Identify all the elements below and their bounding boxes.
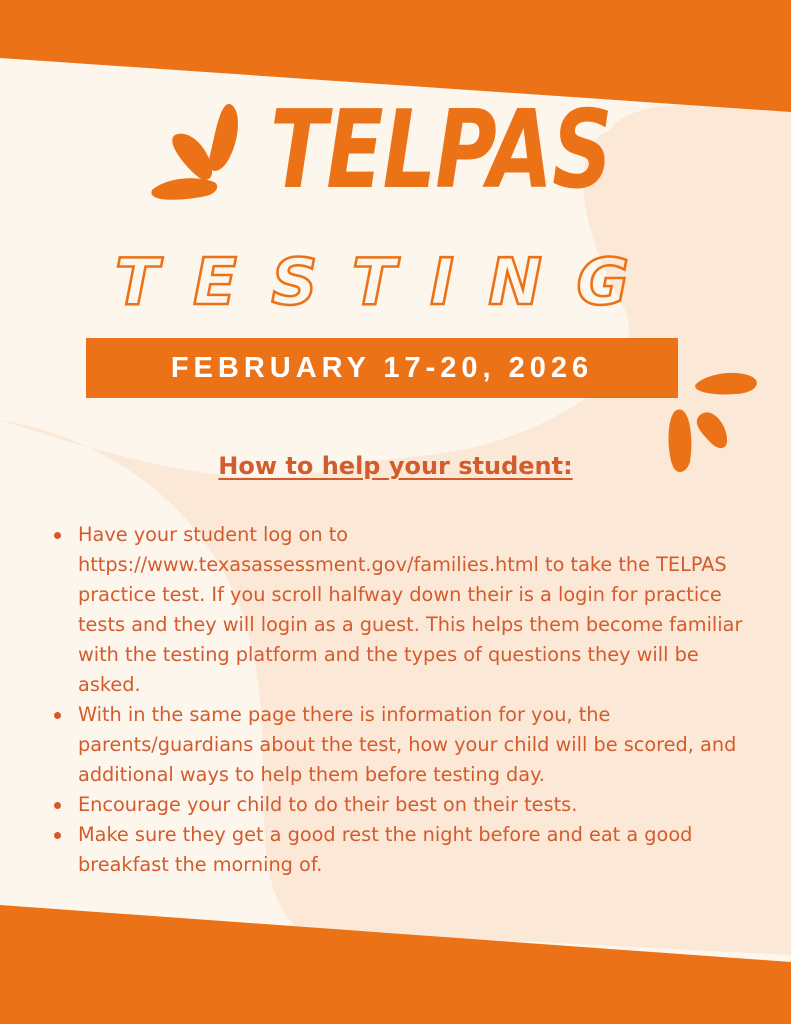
tip-text: Make sure they get a good rest the night before and eat a good breakfast the morning of. [78, 823, 693, 876]
tip-text: Have your student log on to https://www.texasassessment.gov/families.html to take the TELPAS practice test. If you scroll halfway down their is a login for practice tests and they will login as a guest. This helps them become familiar with the testing platform and the types of questions they will be asked. [78, 523, 743, 696]
list-item [54, 700, 754, 790]
bullet-icon [54, 832, 61, 839]
tip-text: Encourage your child to do their best on their tests. [78, 793, 578, 816]
test-dates: FEBRUARY 17-20, 2026 [170, 351, 594, 384]
list-item [54, 820, 754, 880]
title-telpas: TELPAS [270, 87, 612, 213]
list-item [54, 790, 754, 820]
bullet-icon [54, 712, 61, 719]
splash-left-icon [151, 104, 238, 200]
date-banner [86, 338, 678, 398]
list-item [54, 520, 754, 700]
tip-text: With in the same page there is information for you, the parents/guardians about the test, how your child will be scored, and additional ways to help them before testing day. [78, 703, 737, 786]
help-heading: How to help your student: [218, 452, 573, 480]
tips-list [54, 520, 754, 880]
bullet-icon [54, 802, 61, 809]
bullet-icon [54, 532, 61, 539]
title-testing-text: TESTING [115, 246, 675, 320]
title-testing [0, 232, 791, 322]
